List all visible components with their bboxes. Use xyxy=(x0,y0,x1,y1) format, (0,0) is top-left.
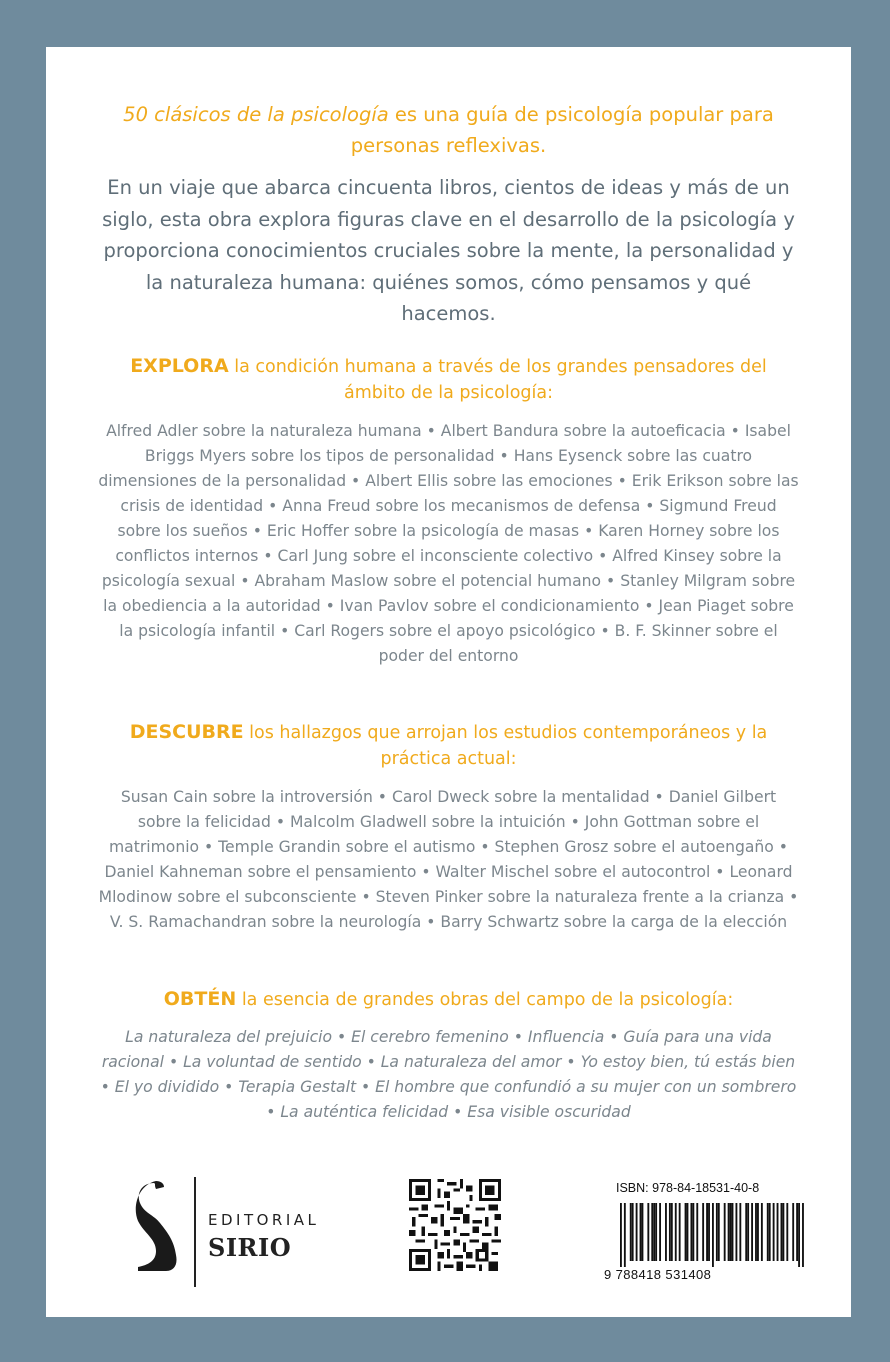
barcode-bar xyxy=(624,1203,626,1267)
isbn-label: ISBN: 978-84-18531-40-8 xyxy=(616,1181,760,1195)
barcode-bar xyxy=(708,1203,710,1261)
barcode-bar xyxy=(675,1203,677,1261)
section-heading-obten xyxy=(98,986,799,1013)
barcode-bar xyxy=(751,1203,753,1261)
section-heading-descubre xyxy=(98,719,799,772)
barcode-bar xyxy=(773,1203,775,1261)
section-body-obten: La naturaleza del prejuicio • El cerebro femenino • Influencia • Guía para una vida racional • La voluntad de sentido • La naturaleza del amor • Yo estoy bien, tú estás bien • El yo dividido • Terapia Gestalt • El hombre que confundió a su mujer con un sombrero • La auténtica felicidad • Esa visible oscuridad xyxy=(100,1028,797,1121)
barcode-bar xyxy=(669,1203,671,1261)
section-body-descubre: Susan Cain sobre la introversión • Carol Dweck sobre la mentalidad • Daniel Gilbert sobre la felicidad • Malcolm Gladwell sobre la intuición • John Gottman sobre el matrimonio • Temple Grandin sobre el autismo • Stephen Grosz sobre el autoengaño • Daniel Kahneman sobre el pensamiento • Walter Mischel sobre el autocontrol • Leonard Mlodinow sobre el subconsciente • Steven Pinker sobre la naturaleza frente a la crianza • V. S. Ramachandran sobre la neurología • Barry Schwartz sobre la carga de la elección xyxy=(98,788,799,931)
barcode-bar xyxy=(679,1203,681,1261)
section-keyword: OBTÉN xyxy=(163,988,237,1010)
barcode-bar xyxy=(796,1203,798,1261)
barcode-bar xyxy=(642,1203,644,1261)
barcode-bar xyxy=(632,1203,634,1261)
barcode-bar xyxy=(636,1203,638,1261)
barcode-bar xyxy=(620,1203,622,1267)
section-heading-explora xyxy=(98,353,799,406)
barcode-bar xyxy=(692,1203,694,1261)
barcode-bar xyxy=(755,1203,757,1261)
tagline xyxy=(98,99,799,161)
barcode-bar xyxy=(761,1203,763,1261)
barcode-bar xyxy=(739,1203,741,1261)
barcode-bar xyxy=(745,1203,747,1261)
barcode-bar xyxy=(702,1203,704,1261)
barcode-bar xyxy=(724,1203,726,1261)
barcode-bar xyxy=(671,1203,673,1261)
barcode-bar xyxy=(781,1203,783,1261)
barcode-bar xyxy=(718,1203,720,1261)
barcode-bar xyxy=(647,1203,649,1261)
barcode-bar xyxy=(655,1203,657,1261)
barcode-bar xyxy=(712,1203,714,1267)
swan-logo-icon xyxy=(134,1181,182,1271)
barcode-bar xyxy=(777,1203,779,1261)
section-heading-text: la condición humana a través de los grandes pensadores del ámbito de la psicología: xyxy=(228,357,767,403)
barcode-bar xyxy=(802,1203,804,1267)
barcode-bar xyxy=(767,1203,769,1261)
barcode-bar xyxy=(630,1203,632,1261)
barcode-bar xyxy=(706,1203,708,1261)
book-title: 50 clásicos de la psicología xyxy=(123,103,389,126)
barcode-bar xyxy=(798,1203,800,1267)
section-heading-text: la esencia de grandes obras del campo de la psicología: xyxy=(236,990,734,1010)
barcode-bar xyxy=(685,1203,687,1261)
publisher-name-bottom: SIRIO xyxy=(208,1233,292,1262)
isbn-digits: 9 788418 531408 xyxy=(604,1267,712,1282)
barcode-bar xyxy=(651,1203,653,1261)
barcode-bar xyxy=(782,1203,784,1261)
barcode-bar xyxy=(757,1203,759,1261)
barcode-bar xyxy=(696,1203,698,1261)
lead-paragraph: En un viaje que abarca cincuenta libros, cientos de ideas y más de un siglo, esta obra explora figuras clave en el desarrollo de la psicología y proporciona conocimientos cruciales sobre la mente, la personalidad y la naturaleza humana: quiénes somos, cómo pensamos y qué hacemos. xyxy=(102,176,795,325)
barcode-bar xyxy=(735,1203,737,1261)
barcode-bar xyxy=(640,1203,642,1261)
section-keyword: DESCUBRE xyxy=(129,721,244,743)
publisher-logo xyxy=(134,1177,394,1287)
section-keyword: EXPLORA xyxy=(130,355,229,377)
barcode-bar xyxy=(690,1203,692,1261)
barcode-bar xyxy=(716,1203,718,1261)
barcode-bar xyxy=(769,1203,771,1261)
barcode-bar xyxy=(659,1203,661,1261)
publisher-name-top: EDITORIAL xyxy=(208,1211,320,1229)
logo-divider xyxy=(194,1177,196,1287)
barcode-bar xyxy=(786,1203,788,1261)
qr-code-icon xyxy=(409,1179,501,1271)
barcode-bar xyxy=(653,1203,655,1261)
barcode-bar xyxy=(665,1203,667,1261)
back-cover xyxy=(46,47,851,1317)
barcode-bar xyxy=(730,1203,732,1261)
barcode-icon xyxy=(620,1203,804,1267)
barcode-bar xyxy=(792,1203,794,1261)
section-body-explora: Alfred Adler sobre la naturaleza humana • Albert Bandura sobre la autoeficacia • Isabel Briggs Myers sobre los tipos de personalidad • Hans Eysenck sobre las cuatro dimensiones de la personalidad • Albert Ellis sobre las emociones • Erik Erikson sobre las crisis de identidad • Anna Freud sobre los mecanismos de defensa • Sigmund Freud sobre los sueños • Eric Hoffer sobre la psicología de masas • Karen Horney sobre los conflictos internos • Carl Jung sobre el inconsciente colectivo • Alfred Kinsey sobre la psicología sexual • Abraham Maslow sobre el potencial humano • Stanley Milgram sobre la obediencia a la autoridad • Ivan Pavlov sobre el condicionamiento • Jean Piaget sobre la psicología infantil • Carl Rogers sobre el apoyo psicológico • B. F. Skinner sobre el poder del entorno xyxy=(98,422,799,665)
section-heading-text: los hallazgos que arrojan los estudios contemporáneos y la práctica actual: xyxy=(243,723,768,769)
barcode-bar xyxy=(687,1203,689,1261)
isbn-barcode xyxy=(604,1181,804,1281)
barcode-bar xyxy=(747,1203,749,1261)
barcode-bar xyxy=(728,1203,730,1261)
barcode-bar xyxy=(732,1203,734,1261)
tagline-rest: es una guía de psicología popular para personas reflexivas. xyxy=(350,103,774,157)
